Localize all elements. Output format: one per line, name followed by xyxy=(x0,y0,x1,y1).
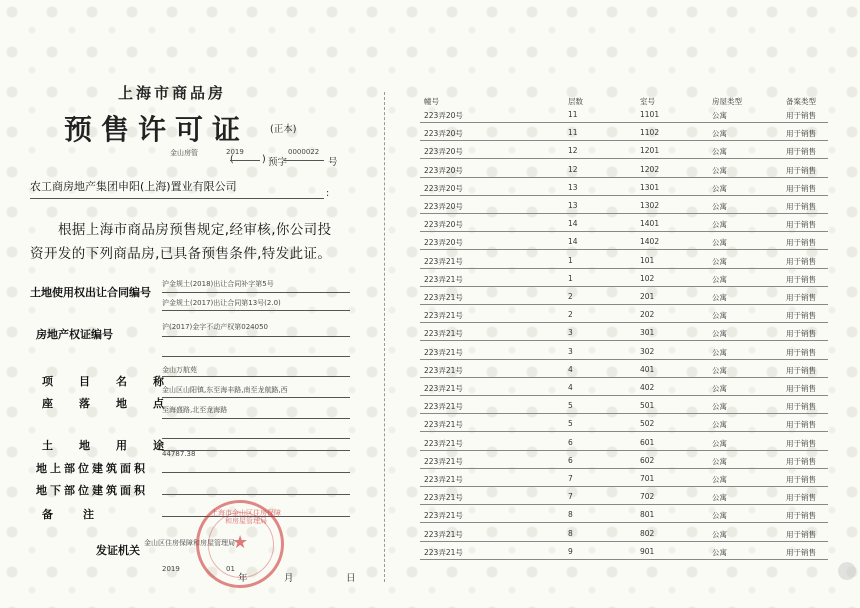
table-row-line xyxy=(420,286,828,287)
table-cell-building: 223弄21号 xyxy=(424,493,463,503)
table-row-line xyxy=(420,249,828,250)
table-cell-floor: 7 xyxy=(568,474,573,483)
table-cell-building: 223弄20号 xyxy=(424,147,463,157)
project-name-label: 项目名称 xyxy=(42,375,190,388)
table-cell-room: 601 xyxy=(640,437,655,447)
page-title: 预售许可证 xyxy=(64,113,250,146)
table-cell-building: 223弄21号 xyxy=(424,402,463,412)
company-name: 农工商房地产集团申阳(上海)置业有限公司 xyxy=(30,180,237,193)
table-cell-purpose: 用于销售 xyxy=(786,493,816,503)
table-cell-room: 302 xyxy=(640,346,655,356)
table-cell-floor: 1 xyxy=(568,273,573,283)
table-cell-type: 公寓 xyxy=(712,456,727,466)
table-cell-purpose: 用于销售 xyxy=(786,529,816,539)
table-cell-floor: 4 xyxy=(568,383,573,392)
table-cell-room: 1401 xyxy=(640,219,660,229)
table-cell-purpose: 用于销售 xyxy=(786,274,816,284)
table-cell-type: 公寓 xyxy=(712,420,727,430)
above-area-label: 地上部位建筑面积 xyxy=(36,462,148,475)
table-cell-building: 223弄20号 xyxy=(424,111,463,120)
table-cell-building: 223弄21号 xyxy=(424,293,463,302)
seal-text: 上海市金山区住房保障和房屋管理局 xyxy=(211,509,281,525)
table-cell-room: 702 xyxy=(640,492,655,502)
table-cell-building: 223弄21号 xyxy=(424,529,463,539)
table-cell-floor: 2 xyxy=(568,292,573,301)
table-cell-floor: 12 xyxy=(568,164,578,174)
table-cell-room: 1202 xyxy=(640,164,660,174)
table-cell-room: 1102 xyxy=(640,128,660,138)
table-cell-type: 公寓 xyxy=(712,402,727,412)
table-cell-building: 223弄21号 xyxy=(424,438,463,448)
table-row-line xyxy=(420,504,828,505)
table-cell-floor: 7 xyxy=(568,492,573,502)
table-row-line xyxy=(420,231,828,232)
table-row-line xyxy=(420,468,828,469)
table-cell-floor: 13 xyxy=(568,201,578,210)
table-cell-purpose: 用于销售 xyxy=(786,420,816,430)
table-row-line xyxy=(420,122,828,123)
table-cell-floor: 6 xyxy=(568,455,573,465)
table-cell-purpose: 用于销售 xyxy=(786,293,816,302)
table-cell-room: 202 xyxy=(640,310,655,320)
table-cell-room: 301 xyxy=(640,328,655,338)
table-cell-floor: 2 xyxy=(568,310,573,320)
table-cell-building: 223弄21号 xyxy=(424,475,463,484)
table-cell-building: 223弄21号 xyxy=(424,274,463,284)
table-row-line xyxy=(420,450,828,451)
dept-prefix: 金山房管 xyxy=(170,149,198,157)
table-cell-floor: 9 xyxy=(568,546,573,556)
table-cell-purpose: 用于销售 xyxy=(786,365,816,375)
table-cell-floor: 13 xyxy=(568,182,578,192)
table-cell-room: 402 xyxy=(640,383,655,392)
table-cell-room: 1302 xyxy=(640,201,660,210)
table-cell-purpose: 用于销售 xyxy=(786,311,816,321)
number-suffix: 号 xyxy=(328,157,338,168)
table-cell-floor: 3 xyxy=(568,328,573,338)
table-cell-purpose: 用于销售 xyxy=(786,202,816,211)
location-value-2: 至海盛路,北至龙海路 xyxy=(162,406,228,414)
table-cell-floor: 4 xyxy=(568,364,573,374)
table-row-line xyxy=(420,177,828,178)
remarks-label: 备注 xyxy=(42,508,124,521)
body-line-2: 资开发的下列商品房,已具备预售条件,特发此证。 xyxy=(30,246,332,262)
table-cell-purpose: 用于销售 xyxy=(786,547,816,557)
land-contract-value-2: 沪金规土(2017)出让合同第13号(2.0) xyxy=(162,299,281,307)
table-cell-floor: 6 xyxy=(568,437,573,447)
table-cell-building: 223弄21号 xyxy=(424,420,463,430)
table-cell-purpose: 用于销售 xyxy=(786,329,816,339)
location-value-1: 金山区山阳镇,东至海丰路,南至龙航路,西 xyxy=(162,386,288,394)
table-cell-type: 公寓 xyxy=(712,274,727,284)
table-cell-building: 223弄21号 xyxy=(424,311,463,321)
property-cert-label: 房地产权证编号 xyxy=(36,328,113,341)
table-cell-purpose: 用于销售 xyxy=(786,384,816,393)
table-cell-building: 223弄20号 xyxy=(424,129,463,139)
col-header-floor: 层数 xyxy=(568,97,583,106)
cert-serial: 0000022 xyxy=(288,148,320,156)
table-cell-type: 公寓 xyxy=(712,165,727,175)
issuer-label: 发证机关 xyxy=(96,544,140,557)
table-cell-type: 公寓 xyxy=(712,329,727,339)
issuer-name: 金山区住房保障和房屋管理局 xyxy=(144,539,235,547)
table-row-line xyxy=(420,322,828,323)
table-cell-building: 223弄20号 xyxy=(424,165,463,175)
copy-type: (正本) xyxy=(270,124,297,135)
table-cell-building: 223弄21号 xyxy=(424,256,463,266)
table-row-line xyxy=(420,140,828,141)
table-row-line xyxy=(420,340,828,341)
table-row-line xyxy=(420,195,828,196)
above-area-value: 44787.38 xyxy=(162,450,196,458)
table-cell-floor: 5 xyxy=(568,401,573,411)
table-row-line xyxy=(420,559,828,560)
table-cell-building: 223弄21号 xyxy=(424,456,463,466)
table-row-line xyxy=(420,213,828,214)
table-cell-room: 1402 xyxy=(640,237,660,247)
property-cert-value: 沪(2017)金字不动产权第024050 xyxy=(162,323,268,331)
col-header-type: 房屋类型 xyxy=(712,97,742,106)
table-cell-floor: 11 xyxy=(568,110,578,119)
table-cell-building: 223弄21号 xyxy=(424,547,463,557)
table-row-line xyxy=(420,413,828,414)
table-cell-room: 701 xyxy=(640,474,655,483)
table-cell-type: 公寓 xyxy=(712,493,727,503)
table-cell-building: 223弄21号 xyxy=(424,384,463,393)
table-cell-type: 公寓 xyxy=(712,475,727,484)
seal-star-icon: ★ xyxy=(232,532,249,553)
issue-year: 2019 xyxy=(162,565,180,573)
table-row-line xyxy=(420,395,828,396)
land-use-label: 土地用途 xyxy=(42,439,190,452)
table-cell-type: 公寓 xyxy=(712,220,727,230)
table-row-line xyxy=(420,431,828,432)
table-row-line xyxy=(420,268,828,269)
col-header-building: 幢号 xyxy=(424,97,439,106)
title-city: 上海市商品房 xyxy=(118,84,227,102)
table-cell-purpose: 用于销售 xyxy=(786,147,816,157)
year-label: 年 xyxy=(238,573,248,584)
table-cell-building: 223弄21号 xyxy=(424,347,463,357)
table-cell-room: 901 xyxy=(640,546,655,556)
table-cell-room: 502 xyxy=(640,419,655,429)
body-line-1: 根据上海市商品房预售规定,经审核,你公司投 xyxy=(58,222,332,238)
table-cell-building: 223弄21号 xyxy=(424,365,463,375)
paren-open: ( xyxy=(230,154,234,165)
page-divider xyxy=(384,92,385,582)
paren-close: ) xyxy=(262,154,266,165)
table-cell-purpose: 用于销售 xyxy=(786,402,816,412)
table-row-line xyxy=(420,359,828,360)
table-cell-type: 公寓 xyxy=(712,183,727,193)
table-cell-room: 802 xyxy=(640,528,655,538)
table-cell-floor: 3 xyxy=(568,346,573,356)
cert-year: 2019 xyxy=(226,148,244,156)
issue-month: 01 xyxy=(226,565,235,573)
table-cell-purpose: 用于销售 xyxy=(786,256,816,266)
table-cell-building: 223弄20号 xyxy=(424,202,463,211)
table-cell-purpose: 用于销售 xyxy=(786,475,816,484)
table-row-line xyxy=(420,377,828,378)
table-cell-room: 1301 xyxy=(640,182,660,192)
table-cell-purpose: 用于销售 xyxy=(786,347,816,357)
company-colon: : xyxy=(326,188,330,199)
day-label: 日 xyxy=(346,573,356,584)
table-cell-purpose: 用于销售 xyxy=(786,511,816,521)
col-header-room: 室号 xyxy=(640,97,655,106)
table-cell-room: 1101 xyxy=(640,110,660,119)
table-cell-building: 223弄20号 xyxy=(424,238,463,248)
table-cell-building: 223弄21号 xyxy=(424,329,463,339)
table-cell-purpose: 用于销售 xyxy=(786,456,816,466)
table-cell-floor: 11 xyxy=(568,128,578,138)
table-cell-floor: 14 xyxy=(568,219,578,229)
table-cell-building: 223弄20号 xyxy=(424,183,463,193)
table-cell-room: 501 xyxy=(640,401,655,411)
table-cell-floor: 14 xyxy=(568,237,578,247)
table-cell-room: 801 xyxy=(640,510,655,520)
table-cell-type: 公寓 xyxy=(712,293,727,302)
table-cell-room: 602 xyxy=(640,455,655,465)
table-cell-type: 公寓 xyxy=(712,147,727,157)
table-cell-type: 公寓 xyxy=(712,238,727,248)
table-row-line xyxy=(420,304,828,305)
table-cell-purpose: 用于销售 xyxy=(786,220,816,230)
prefix-char: 预字 xyxy=(268,157,288,168)
table-cell-floor: 5 xyxy=(568,419,573,429)
table-cell-room: 401 xyxy=(640,364,655,374)
official-seal xyxy=(196,500,284,588)
table-cell-type: 公寓 xyxy=(712,111,727,120)
table-cell-type: 公寓 xyxy=(712,347,727,357)
table-cell-type: 公寓 xyxy=(712,129,727,139)
table-cell-purpose: 用于销售 xyxy=(786,183,816,193)
table-cell-purpose: 用于销售 xyxy=(786,438,816,448)
table-cell-type: 公寓 xyxy=(712,384,727,393)
table-cell-type: 公寓 xyxy=(712,529,727,539)
table-cell-type: 公寓 xyxy=(712,547,727,557)
table-cell-purpose: 用于销售 xyxy=(786,165,816,175)
table-cell-type: 公寓 xyxy=(712,256,727,266)
table-cell-room: 201 xyxy=(640,292,655,301)
table-cell-floor: 1 xyxy=(568,255,573,265)
table-row-line xyxy=(420,158,828,159)
table-cell-type: 公寓 xyxy=(712,365,727,375)
table-cell-building: 223弄21号 xyxy=(424,511,463,521)
table-cell-floor: 8 xyxy=(568,510,573,520)
below-area-label: 地下部位建筑面积 xyxy=(36,484,148,497)
land-contract-label: 土地使用权出让合同编号 xyxy=(30,286,151,299)
table-cell-room: 102 xyxy=(640,273,655,283)
table-row-line xyxy=(420,522,828,523)
table-cell-type: 公寓 xyxy=(712,202,727,211)
col-header-purpose: 备案类型 xyxy=(786,97,816,106)
table-cell-purpose: 用于销售 xyxy=(786,238,816,248)
table-cell-floor: 8 xyxy=(568,528,573,538)
table-cell-building: 223弄20号 xyxy=(424,220,463,230)
land-contract-value-1: 沪金规土(2018)出让合同补字第5号 xyxy=(162,280,274,288)
scan-mark xyxy=(838,562,856,580)
table-cell-room: 1201 xyxy=(640,146,660,156)
month-label: 月 xyxy=(284,573,294,584)
table-cell-purpose: 用于销售 xyxy=(786,129,816,139)
table-cell-floor: 12 xyxy=(568,146,578,156)
project-name-value: 金山万航苑 xyxy=(162,366,197,374)
table-row-line xyxy=(420,486,828,487)
table-cell-room: 101 xyxy=(640,255,655,265)
table-cell-type: 公寓 xyxy=(712,311,727,321)
table-row-line xyxy=(420,541,828,542)
table-cell-type: 公寓 xyxy=(712,511,727,521)
table-cell-purpose: 用于销售 xyxy=(786,111,816,120)
location-label: 座落地点 xyxy=(42,397,190,410)
table-cell-type: 公寓 xyxy=(712,438,727,448)
